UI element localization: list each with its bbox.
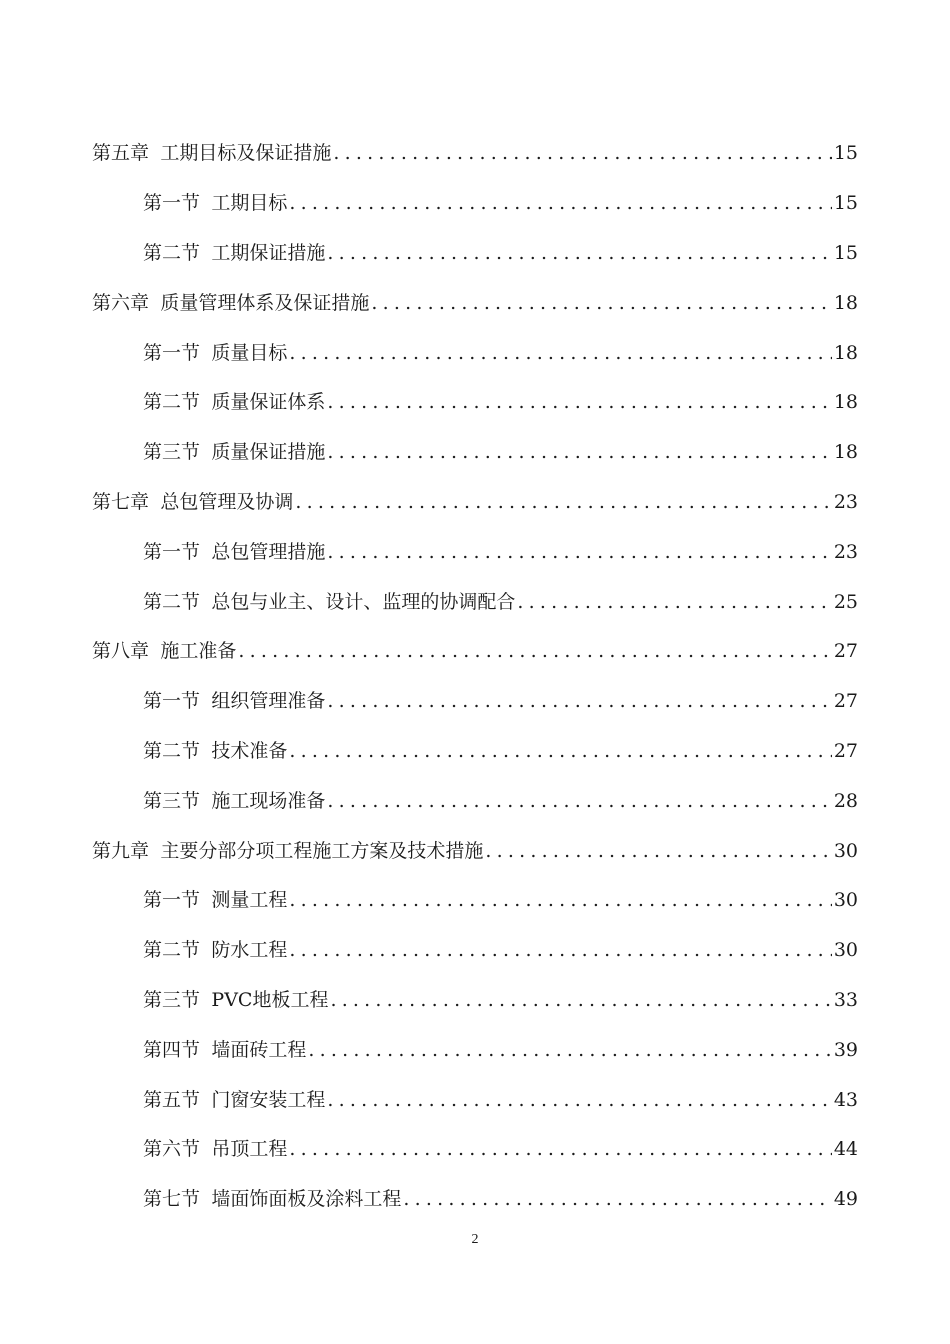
toc-entry-number: 第七章 [92, 490, 150, 513]
toc-section-entry[interactable] [0, 874, 950, 924]
toc-dot-leader [325, 690, 831, 712]
toc-dot-leader [401, 1188, 831, 1210]
toc-entry-line [92, 636, 858, 663]
toc-entry-label [143, 1134, 287, 1161]
toc-entry-page: 33 [833, 988, 858, 1011]
toc-entry-number: 第一节 [143, 192, 201, 215]
toc-entry-line [92, 836, 858, 863]
toc-section-entry[interactable] [0, 1073, 950, 1123]
toc-entry-line [143, 188, 858, 215]
toc-entry-line [92, 487, 858, 514]
toc-dot-leader [287, 939, 831, 961]
toc-entry-line [143, 1085, 858, 1112]
toc-dot-leader [325, 441, 831, 463]
toc-entry-label [143, 1085, 325, 1112]
toc-entry-line [143, 786, 858, 813]
toc-entry-page: 44 [833, 1138, 858, 1161]
toc-section-entry[interactable] [0, 177, 950, 227]
toc-section-entry[interactable] [0, 525, 950, 575]
toc-entry-title: 组织管理准备 [211, 690, 326, 713]
toc-chapter-entry[interactable] [0, 824, 950, 874]
toc-entry-line [143, 537, 858, 564]
toc-entry-label [143, 338, 287, 365]
toc-dot-leader [236, 640, 831, 662]
toc-entry-label [143, 188, 287, 215]
toc-entry-label [143, 587, 515, 614]
toc-entry-page: 43 [833, 1088, 858, 1111]
toc-entry-line [143, 736, 858, 763]
toc-dot-leader [325, 541, 831, 563]
toc-entry-title: 吊顶工程 [211, 1138, 288, 1161]
toc-entry-number: 第二节 [143, 939, 201, 962]
toc-entry-page: 18 [833, 441, 858, 464]
toc-entry-line [92, 288, 858, 315]
toc-entry-page: 28 [833, 789, 858, 812]
toc-entry-title: 质量保证体系 [211, 391, 326, 414]
toc-entry-label [92, 487, 293, 514]
toc-dot-leader [483, 840, 831, 862]
toc-section-entry[interactable] [0, 1173, 950, 1223]
toc-entry-number: 第六节 [143, 1138, 201, 1161]
table-of-contents [0, 127, 950, 1223]
toc-entry-title: 总包与业主、设计、监理的协调配合 [211, 590, 516, 613]
toc-entry-number: 第二节 [143, 241, 201, 264]
toc-entry-page: 25 [833, 590, 858, 613]
toc-entry-page: 49 [833, 1188, 858, 1211]
toc-entry-title: 测量工程 [211, 889, 288, 912]
toc-dot-leader [331, 142, 831, 164]
toc-entry-page: 15 [833, 192, 858, 215]
toc-entry-page: 15 [833, 241, 858, 264]
toc-entry-page: 18 [833, 341, 858, 364]
toc-dot-leader [287, 740, 831, 762]
toc-section-entry[interactable] [0, 725, 950, 775]
toc-entry-line [143, 935, 858, 962]
toc-entry-number: 第四节 [143, 1038, 201, 1061]
toc-entry-label [143, 736, 287, 763]
toc-entry-number: 第一节 [143, 690, 201, 713]
toc-entry-title: 质量目标 [211, 341, 288, 364]
toc-entry-line [143, 686, 858, 713]
toc-entry-label [143, 885, 287, 912]
toc-entry-label [143, 387, 325, 414]
toc-entry-title: 工期保证措施 [211, 241, 326, 264]
toc-dot-leader [325, 242, 831, 264]
toc-section-entry[interactable] [0, 376, 950, 426]
toc-entry-title: 墙面饰面板及涂料工程 [211, 1188, 402, 1211]
toc-entry-line [143, 238, 858, 265]
toc-entry-label [92, 636, 236, 663]
toc-entry-label [143, 935, 287, 962]
toc-entry-title: 质量管理体系及保证措施 [160, 291, 370, 314]
toc-section-entry[interactable] [0, 326, 950, 376]
toc-entry-title: 墙面砖工程 [211, 1038, 307, 1061]
toc-dot-leader [369, 292, 831, 314]
toc-entry-label [143, 1184, 401, 1211]
toc-entry-title: 门窗安装工程 [211, 1088, 326, 1111]
toc-chapter-entry[interactable] [0, 127, 950, 177]
toc-entry-label [92, 138, 331, 165]
toc-entry-line [143, 1134, 858, 1161]
toc-section-entry[interactable] [0, 675, 950, 725]
toc-entry-number: 第九章 [92, 839, 150, 862]
toc-entry-line [92, 138, 858, 165]
toc-entry-number: 第五章 [92, 142, 150, 165]
toc-entry-page: 30 [833, 839, 858, 862]
toc-dot-leader [287, 1138, 831, 1160]
toc-dot-leader [287, 192, 831, 214]
toc-entry-title: 工期目标及保证措施 [160, 142, 332, 165]
toc-section-entry[interactable] [0, 227, 950, 277]
toc-entry-label [143, 238, 325, 265]
toc-entry-page: 18 [833, 391, 858, 414]
toc-entry-line [143, 885, 858, 912]
toc-entry-title: 质量保证措施 [211, 441, 326, 464]
toc-entry-line [143, 338, 858, 365]
toc-entry-page: 39 [833, 1038, 858, 1061]
toc-entry-number: 第七节 [143, 1188, 201, 1211]
toc-section-entry[interactable] [0, 1023, 950, 1073]
toc-entry-line [143, 387, 858, 414]
toc-entry-line [143, 587, 858, 614]
toc-dot-leader [293, 491, 831, 513]
toc-entry-number: 第一节 [143, 889, 201, 912]
toc-entry-title: 施工现场准备 [211, 789, 326, 812]
toc-entry-number: 第三节 [143, 441, 201, 464]
toc-dot-leader [515, 591, 831, 613]
toc-dot-leader [325, 391, 831, 413]
toc-entry-number: 第一节 [143, 540, 201, 563]
toc-entry-number: 第二节 [143, 391, 201, 414]
toc-entry-number: 第一节 [143, 341, 201, 364]
toc-section-entry[interactable] [0, 426, 950, 476]
toc-entry-page: 27 [833, 640, 858, 663]
toc-entry-page: 27 [833, 739, 858, 762]
toc-entry-label [143, 786, 325, 813]
toc-chapter-entry[interactable] [0, 476, 950, 526]
toc-entry-label [143, 437, 325, 464]
toc-entry-title: 主要分部分项工程施工方案及技术措施 [160, 839, 484, 862]
toc-chapter-entry[interactable] [0, 276, 950, 326]
toc-entry-page: 30 [833, 939, 858, 962]
toc-section-entry[interactable] [0, 924, 950, 974]
toc-entry-label [143, 1035, 306, 1062]
toc-dot-leader [328, 989, 831, 1011]
toc-entry-number: 第五节 [143, 1088, 201, 1111]
toc-entry-page: 30 [833, 889, 858, 912]
toc-entry-number: 第三节 [143, 789, 201, 812]
toc-dot-leader [325, 1089, 831, 1111]
toc-entry-line [143, 1184, 858, 1211]
toc-entry-title: 总包管理措施 [211, 540, 326, 563]
toc-entry-label [143, 686, 325, 713]
toc-entry-line [143, 1035, 858, 1062]
toc-section-entry[interactable] [0, 974, 950, 1024]
toc-entry-title: 工期目标 [211, 192, 288, 215]
toc-entry-title: 防水工程 [211, 939, 288, 962]
page-number: 2 [471, 1232, 479, 1247]
toc-entry-line [143, 437, 858, 464]
toc-entry-number: 第二节 [143, 739, 201, 762]
toc-entry-title: 总包管理及协调 [160, 490, 294, 513]
toc-entry-page: 18 [833, 291, 858, 314]
toc-entry-page: 15 [833, 142, 858, 165]
toc-dot-leader [287, 342, 831, 364]
toc-entry-title: PVC地板工程 [211, 988, 329, 1011]
toc-chapter-entry[interactable] [0, 625, 950, 675]
toc-dot-leader [287, 889, 831, 911]
toc-entry-label [143, 537, 325, 564]
toc-entry-title: 施工准备 [160, 640, 237, 663]
toc-dot-leader [325, 790, 831, 812]
toc-entry-page: 23 [833, 540, 858, 563]
toc-section-entry[interactable] [0, 575, 950, 625]
toc-entry-page: 23 [833, 490, 858, 513]
toc-entry-number: 第二节 [143, 590, 201, 613]
toc-entry-line [143, 985, 858, 1012]
toc-entry-label [92, 836, 483, 863]
toc-entry-number: 第六章 [92, 291, 150, 314]
toc-section-entry[interactable] [0, 1123, 950, 1173]
toc-entry-page: 27 [833, 690, 858, 713]
toc-dot-leader [306, 1039, 831, 1061]
toc-section-entry[interactable] [0, 774, 950, 824]
toc-entry-number: 第三节 [143, 988, 201, 1011]
toc-entry-number: 第八章 [92, 640, 150, 663]
toc-entry-title: 技术准备 [211, 739, 288, 762]
toc-entry-label [143, 985, 328, 1012]
toc-entry-label [92, 288, 369, 315]
